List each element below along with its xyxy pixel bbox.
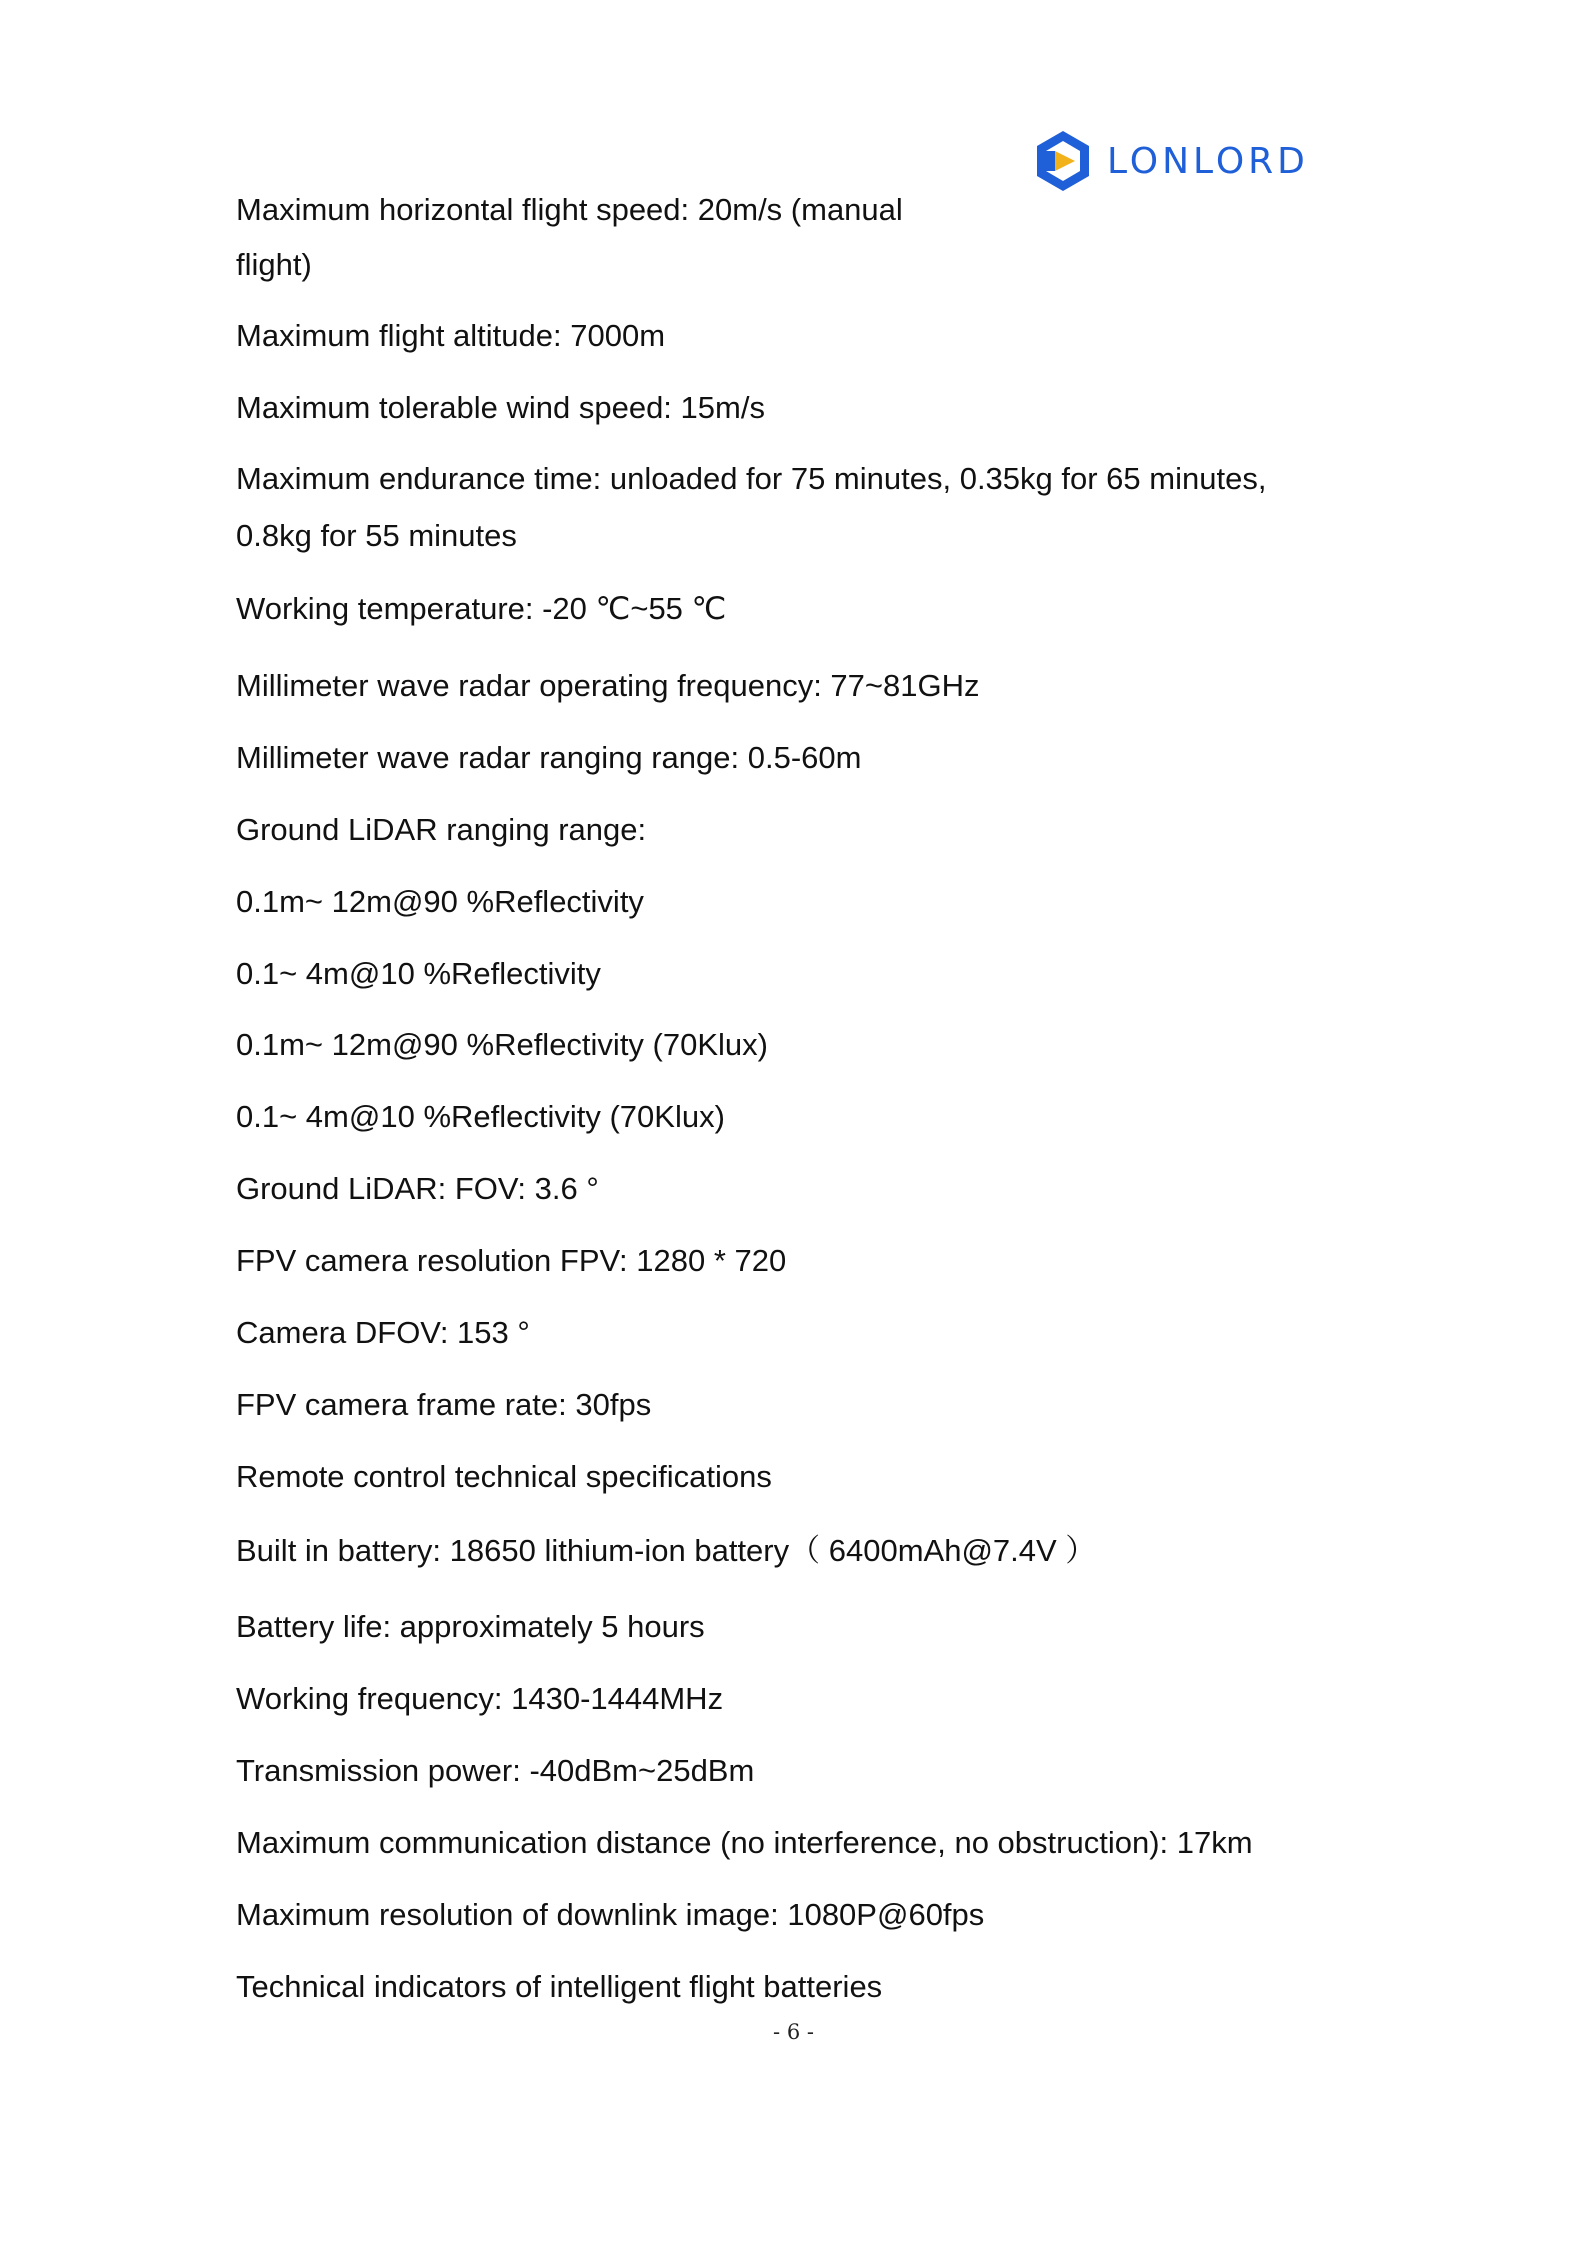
spec-line: Ground LiDAR ranging range: [236, 812, 647, 847]
spec-line: Working frequency: 1430-1444MHz [236, 1681, 724, 1716]
spec-line: Millimeter wave radar operating frequency: 77~81GHz [236, 668, 980, 703]
spec-line: Maximum endurance time: unloaded for 75 minutes, 0.35kg for 65 minutes, [236, 461, 1267, 496]
spec-line: Maximum resolution of downlink image: 1080P@60fps [236, 1897, 985, 1932]
spec-line: 0.1~ 4m@10 %Reflectivity [236, 956, 601, 991]
spec-line: FPV camera resolution FPV: 1280 * 720 [236, 1243, 787, 1278]
spec-line: flight) [236, 247, 312, 282]
spec-line: Working temperature: -20 ℃~55 ℃ [236, 591, 727, 626]
spec-line: FPV camera frame rate: 30fps [236, 1387, 652, 1422]
spec-line: Millimeter wave radar ranging range: 0.5-60m [236, 740, 862, 775]
spec-line: Maximum horizontal flight speed: 20m/s (manual [236, 192, 903, 227]
spec-line: 0.1~ 4m@10 %Reflectivity (70Klux) [236, 1099, 725, 1134]
spec-line: Maximum flight altitude: 7000m [236, 318, 666, 353]
spec-line: Remote control technical specifications [236, 1459, 772, 1494]
spec-line: Battery life: approximately 5 hours [236, 1609, 705, 1644]
spec-line: Technical indicators of intelligent flight batteries [236, 1969, 883, 2004]
page-number: - 6 - [773, 2020, 814, 2044]
spec-line: Transmission power: -40dBm~25dBm [236, 1753, 755, 1788]
brand-name: LONLORD [1107, 140, 1309, 182]
spec-line: Built in battery: 18650 lithium-ion battery（ 6400mAh@7.4V ） [236, 1533, 1097, 1568]
lonlord-logo-icon [1035, 129, 1091, 193]
spec-line: Maximum communication distance (no interference, no obstruction): 17km [236, 1825, 1253, 1860]
spec-line: 0.1m~ 12m@90 %Reflectivity (70Klux) [236, 1027, 768, 1062]
spec-line: Ground LiDAR: FOV: 3.6 ° [236, 1171, 599, 1206]
spec-line: 0.1m~ 12m@90 %Reflectivity [236, 884, 644, 919]
spec-line: Maximum tolerable wind speed: 15m/s [236, 390, 765, 425]
spec-line: Camera DFOV: 153 ° [236, 1315, 530, 1350]
brand-logo [1035, 128, 1309, 194]
spec-line: 0.8kg for 55 minutes [236, 518, 517, 553]
